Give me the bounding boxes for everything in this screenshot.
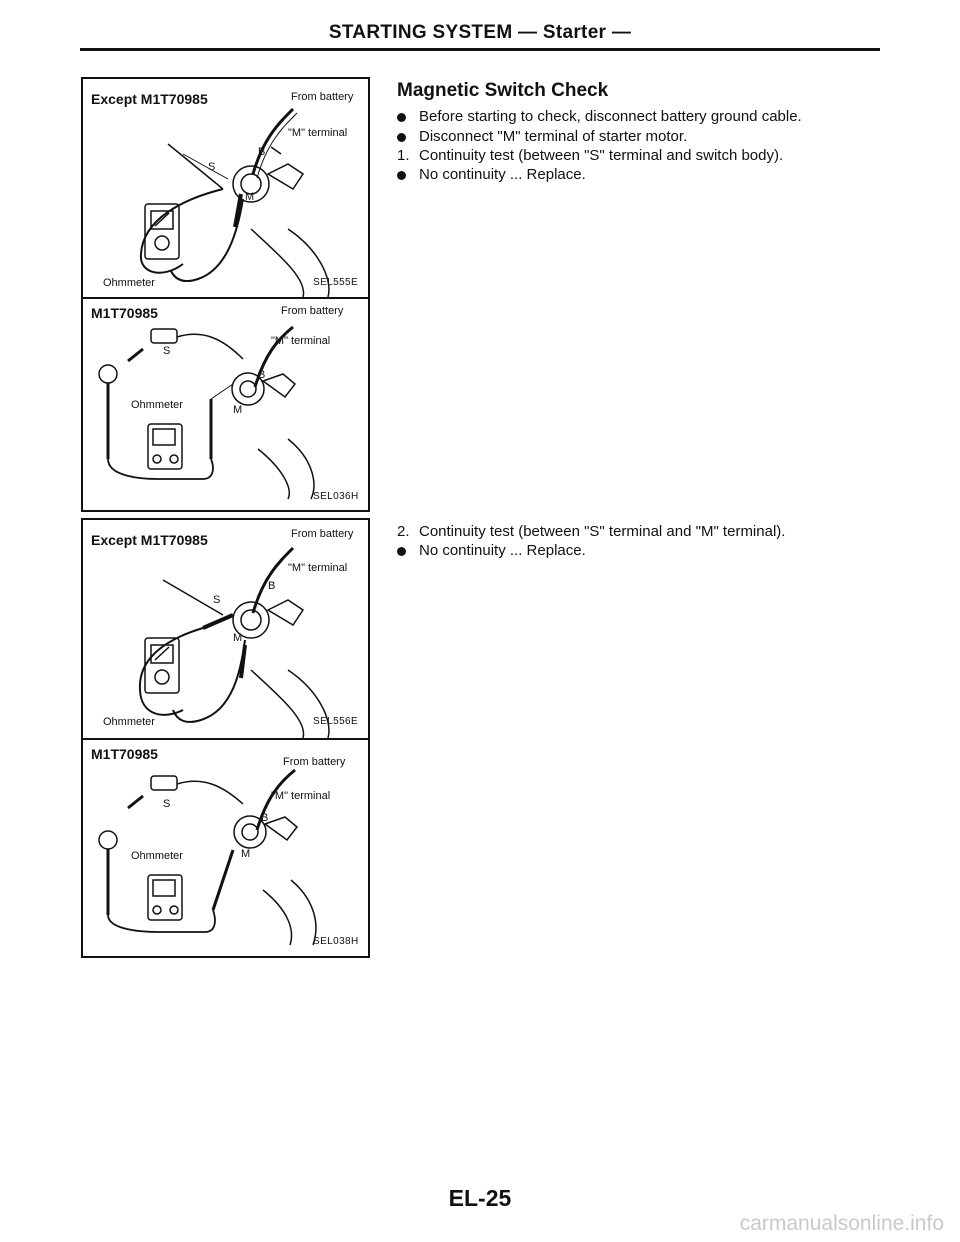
ohmmeter-label: Ohmmeter xyxy=(131,399,183,411)
m-terminal-label: "M" terminal xyxy=(271,335,331,347)
instruction-item xyxy=(397,523,785,542)
figure-caption: Except M1T70985 xyxy=(91,532,208,548)
from-battery-label: From battery xyxy=(281,305,344,317)
instruction-text: No continuity ... Replace. xyxy=(419,541,586,559)
instruction-item xyxy=(397,166,802,186)
page-title: STARTING SYSTEM — Starter — xyxy=(328,22,632,43)
figure-sel036h xyxy=(83,299,368,510)
s-label: S xyxy=(208,161,216,173)
figure-caption: M1T70985 xyxy=(91,746,158,762)
from-battery-label: From battery xyxy=(291,91,354,103)
s-label: S xyxy=(163,798,171,810)
m-label: M xyxy=(241,848,251,860)
instruction-text: Disconnect "M" terminal of starter motor. xyxy=(419,127,688,145)
starter-diagram xyxy=(83,740,368,956)
b-label: B xyxy=(258,369,266,381)
figure-code: SEL038H xyxy=(313,936,359,947)
m-terminal-label: "M" terminal xyxy=(288,127,348,139)
figure-sel038h xyxy=(83,740,368,956)
figure-sel556e xyxy=(83,520,368,738)
figure-panel-2 xyxy=(81,518,370,958)
instruction-text: No continuity ... Replace. xyxy=(419,165,586,183)
starter-diagram xyxy=(83,79,368,297)
instruction-text: Before starting to check, disconnect battery ground cable. xyxy=(419,108,802,125)
bullet-marker xyxy=(397,108,419,128)
page-header xyxy=(80,22,880,44)
header-rule xyxy=(80,48,880,51)
instruction-text: Continuity test (between "S" terminal and "M" terminal). xyxy=(419,523,786,540)
bullet-marker xyxy=(397,166,419,186)
figure-code: SEL036H xyxy=(313,491,359,502)
instruction-item xyxy=(397,108,802,128)
section-title: Magnetic Switch Check xyxy=(397,80,609,101)
b-label: B xyxy=(268,580,276,592)
watermark: carmanualsonline.info xyxy=(739,1212,944,1235)
s-label: S xyxy=(163,345,171,357)
m-terminal-label: "M" terminal xyxy=(271,790,331,802)
page-number: EL-25 xyxy=(448,1185,512,1211)
figure-caption: Except M1T70985 xyxy=(91,91,208,107)
m-label: M xyxy=(233,632,243,644)
bullet-marker xyxy=(397,542,419,562)
b-label: B xyxy=(261,812,269,824)
figure-sel555e xyxy=(83,79,368,297)
figure-code: SEL556E xyxy=(313,716,359,727)
m-label: M xyxy=(245,191,255,203)
from-battery-label: From battery xyxy=(291,528,354,540)
instructions-block-2 xyxy=(397,523,785,561)
instruction-text: Continuity test (between "S" terminal and switch body). xyxy=(419,147,784,164)
m-label: M xyxy=(233,404,243,416)
ohmmeter-label: Ohmmeter xyxy=(103,716,155,728)
b-label: B xyxy=(258,146,266,158)
instruction-item xyxy=(397,542,785,562)
starter-diagram xyxy=(83,520,368,738)
ohmmeter-label: Ohmmeter xyxy=(103,277,155,289)
instruction-item xyxy=(397,147,802,166)
step-number: 2. xyxy=(397,523,410,540)
m-terminal-label: "M" terminal xyxy=(288,562,348,574)
ohmmeter-label: Ohmmeter xyxy=(131,850,183,862)
figure-panel-1 xyxy=(81,77,370,512)
s-label: S xyxy=(213,594,221,606)
instruction-item xyxy=(397,128,802,148)
step-number: 1. xyxy=(397,147,410,164)
starter-diagram xyxy=(83,299,368,510)
figure-caption: M1T70985 xyxy=(91,305,158,321)
bullet-marker xyxy=(397,128,419,148)
from-battery-label: From battery xyxy=(283,756,346,768)
instructions-block-1 xyxy=(397,108,802,185)
figure-code: SEL555E xyxy=(313,277,359,288)
